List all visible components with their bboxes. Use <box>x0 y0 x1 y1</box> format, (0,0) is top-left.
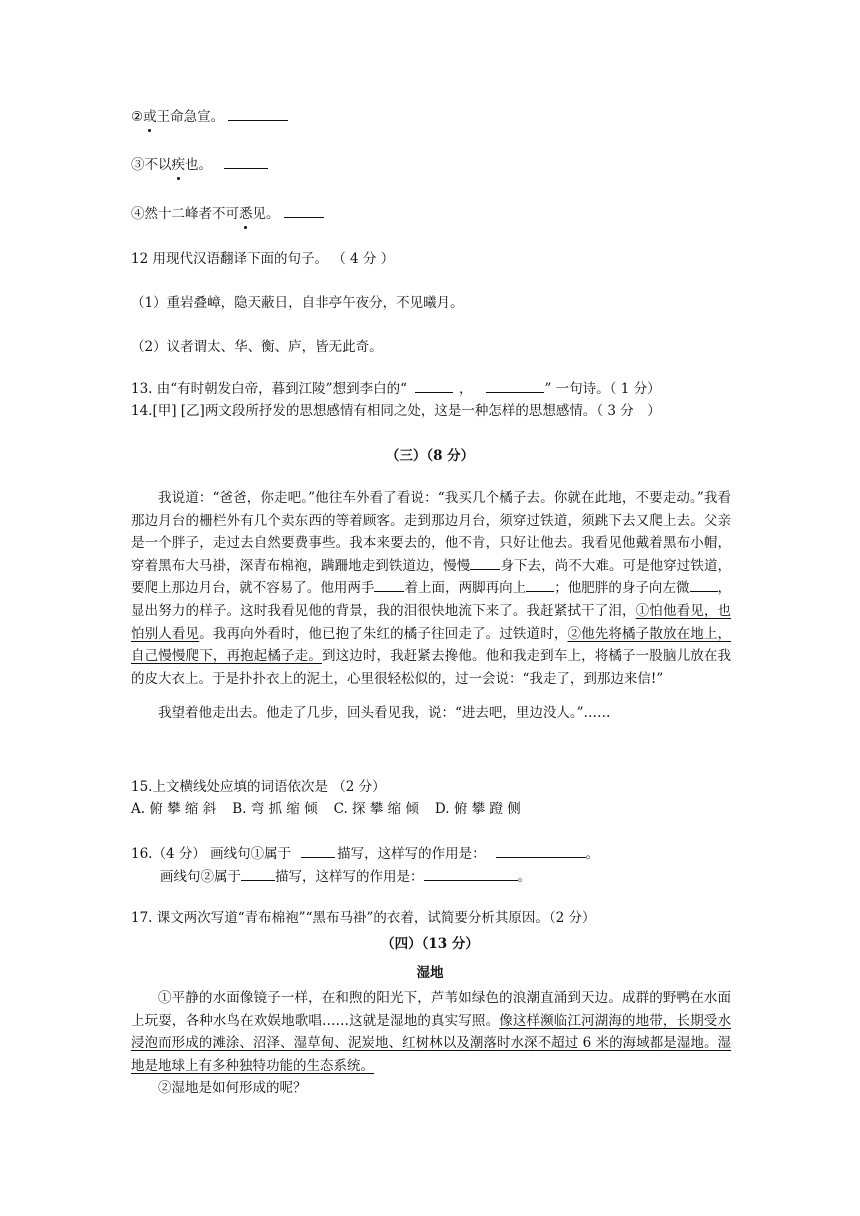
q12-sentence-2: （2）议者谓太、华、衡、庐，皆无此奇。 <box>131 339 383 355</box>
passage-3-paragraph-1: 我说道：“爸爸，你走吧。”他往车外看了看说：“我买几个橘子去。你就在此地，不要走动。”我看那边月台的栅栏外有几个卖东西的等着顾客。走到那边月台，须穿过铁道，须跳下去又爬上去。父亲是一个胖子，走过去自然要费事些。我本来要去的，他不肯，只好让他去。我看见他戴着黑布小帽，穿着黑布大马褂，深青布棉袍，蹒跚地走到铁道边，慢慢 身下去，尚不大难。可是他穿过铁道，要爬上那边月台，就不容易了。他用两手 着上面，两脚再向上 ；他肥胖的身子向左微 ，显出努力的样子。这时我看见他的背景，我的泪很快地流下来了。我赶紧拭干了泪，①怕他看见，也怕别人看见。我再向外看时，他已抱了朱红的橘子往回走了。过铁道时，②他先将橘子散放在地上，自己慢慢爬下，再抱起橘子走。到这边时，我赶紧去搀他。他和我走到车上，将橘子一股脑儿放在我的皮大衣上。于是扑扑衣上的泥土，心里很轻松似的，过一会说：“我走了，到那边来信!” <box>131 490 732 687</box>
passage-4-paragraph-1: ①平静的水面像镜子一样，在和煦的阳光下，芦苇如绿色的浪潮直涌到天边。成群的野鸭在水面上玩耍，各种水鸟在欢娱地歌唱……这就是湿地的真实写照。像这样濒临江河湖海的地带，长期受水浸泡而形成的滩涂、沼泽、湿草甸、泥炭地、红树林以及潮落时水深不超过 6 米的海域都是湿地。湿地是地球上有多种独特功能的生态系统。 <box>131 990 732 1074</box>
section-3-title: （三）（8 分） <box>385 448 475 464</box>
q14-line: 14.[甲] [乙]两文段所抒发的思想感情有相同之处，这是一种怎样的思想感情。（ 3 分 ） <box>131 403 661 419</box>
q15-prompt: 15.上文横线处应填的词语依次是 （2 分） <box>131 779 386 795</box>
q11-item2: ②或王命急宣。 <box>131 106 288 127</box>
q16-line-1: 16.（4 分） 画线句①属于 描写，这样写的作用是： 。 <box>131 843 599 864</box>
dotted-char: 或 <box>143 109 157 125</box>
article-title: 湿地 <box>416 965 444 981</box>
section-4-title: （四）（13 分） <box>381 936 479 952</box>
passage-3-paragraph-2: 我望着他走出去。他走了几步，回头看见我，说：“进去吧，里边没人。”…… <box>158 705 611 722</box>
dotted-char: 疾 <box>171 157 185 173</box>
answer-blank[interactable] <box>424 866 518 881</box>
passage-3 <box>131 487 731 725</box>
answer-blank[interactable] <box>486 378 544 393</box>
q11-item4: ④然十二峰者不可悉见。 <box>131 203 324 224</box>
q16-line-2: 画线句②属于 描写，这样写的作用是： 。 <box>160 866 531 887</box>
answer-blank[interactable] <box>301 843 335 858</box>
q12-prompt: 12 用现代汉语翻译下面的句子。 （ 4 分 ） <box>131 251 395 267</box>
option-b[interactable]: B. 弯 抓 缩 倾 <box>232 801 318 817</box>
q12-sentence-1: （1）重岩叠嶂，隐天蔽日，自非亭午夜分，不见曦月。 <box>131 295 464 311</box>
answer-blank[interactable] <box>284 203 324 218</box>
q13-line: 13. 由“有时朝发白帝，暮到江陵”想到李白的“ ， ” 一句诗。（ 1 分） <box>131 378 661 399</box>
option-d[interactable]: D. 俯 攀 蹬 侧 <box>434 801 521 817</box>
answer-blank[interactable] <box>470 555 500 570</box>
answer-blank[interactable] <box>228 106 288 121</box>
dotted-char: 悉 <box>239 206 253 222</box>
passage-4 <box>131 987 731 1100</box>
underlined-sentence-2: ②他先将橘子散放在地上，自己慢慢爬下，再抱起橘子走。 <box>131 625 732 665</box>
underlined-definition: 像这样濒临江河湖海的地带，长期受水浸泡而形成的滩涂、沼泽、湿草甸、泥炭地、红树林以及潮落时水深不超过 6 米的海域都是湿地。湿地是地球上有多种独特功能的生态系统。 <box>131 1012 732 1074</box>
option-a[interactable]: A. 俯 攀 缩 斜 <box>131 801 217 817</box>
answer-blank[interactable] <box>526 577 554 592</box>
passage-4-paragraph-2: ②湿地是如何形成的呢？ <box>158 1080 307 1097</box>
answer-blank[interactable] <box>224 154 268 169</box>
q11-item3: ③不以疾也。 <box>131 154 268 175</box>
answer-blank[interactable] <box>496 843 586 858</box>
option-c[interactable]: C. 探 攀 缩 倾 <box>333 801 419 817</box>
q17-line: 17. 课文两次写道“青布棉袍”“黑布马褂”的衣着，试简要分析其原因。（2 分） <box>131 910 596 926</box>
answer-blank[interactable] <box>241 866 275 881</box>
underlined-sentence-1: ①怕他看见，也怕别人看见 <box>131 602 732 642</box>
answer-blank[interactable] <box>690 577 718 592</box>
answer-blank[interactable] <box>374 577 404 592</box>
answer-blank[interactable] <box>415 378 453 393</box>
q15-options <box>131 799 537 819</box>
